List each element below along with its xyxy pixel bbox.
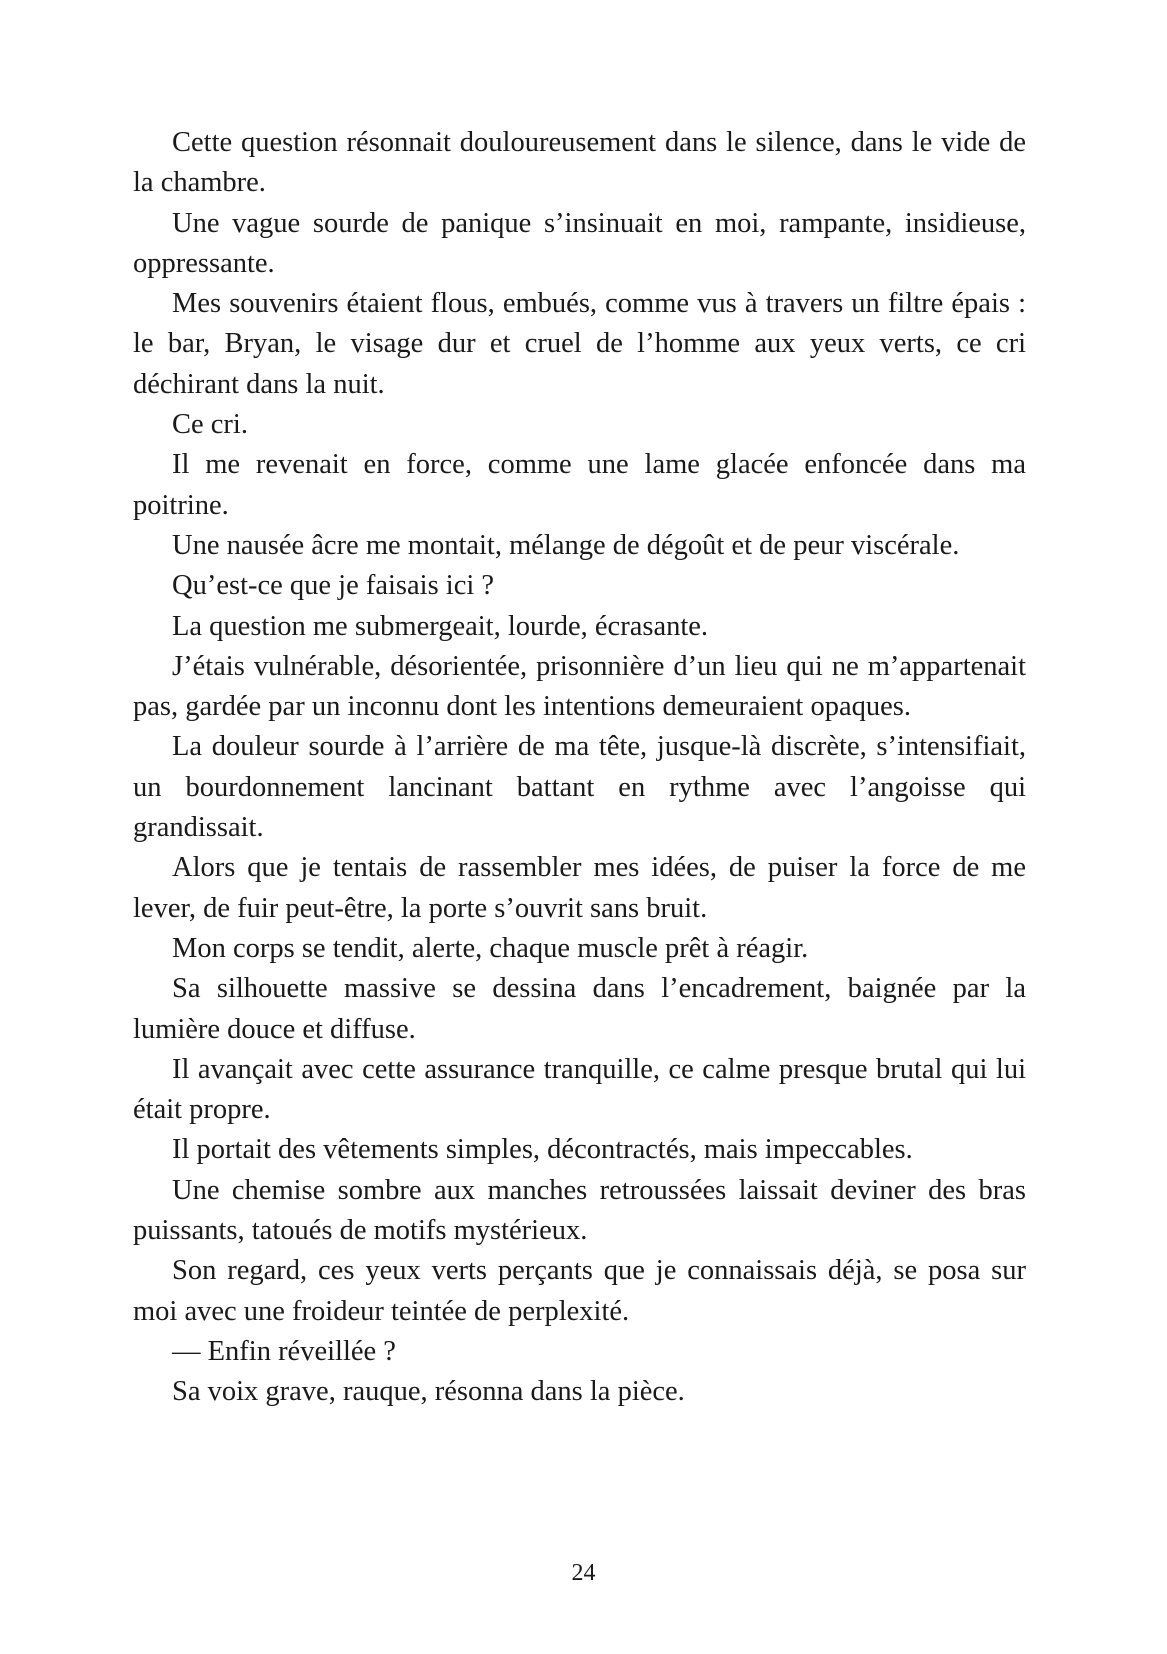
paragraph: Une chemise sombre aux manches retroussées laissait deviner des bras puissants, tatoués de motifs mystérieux. bbox=[133, 1174, 1026, 1247]
paragraph: Mon corps se tendit, alerte, chaque muscle prêt à réagir. bbox=[172, 932, 809, 964]
paragraph: Sa silhouette massive se dessina dans l’encadrement, baignée par la lumière douce et diffuse. bbox=[133, 973, 1026, 1045]
paragraph: Cette question résonnait douloureusement dans le silence, dans le vide de la chambre. bbox=[133, 127, 1026, 199]
page-number: 24 bbox=[571, 1560, 596, 1586]
paragraph: La douleur sourde à l’arrière de ma tête, jusque-là discrète, s’intensifiait, un bourdonnement lancinant battant en rythme avec l’angoisse qui grandissait. bbox=[133, 731, 1026, 844]
paragraph: J’étais vulnérable, désorientée, prisonnière d’un lieu qui ne m’appartenait pas, gardée par un inconnu dont les intentions demeuraient opaques. bbox=[133, 650, 1026, 723]
paragraph: Il me revenait en force, comme une lame glacée enfoncée dans ma poitrine. bbox=[133, 449, 1026, 521]
paragraph: Son regard, ces yeux verts perçants que je connaissais déjà, se posa sur moi avec une froideur teintée de perplexité. bbox=[133, 1255, 1026, 1327]
paragraph: Il avançait avec cette assurance tranquille, ce calme presque brutal qui lui était propre. bbox=[133, 1053, 1026, 1126]
paragraph: Il portait des vêtements simples, décontractés, mais impeccables. bbox=[172, 1134, 913, 1166]
paragraph: Une vague sourde de panique s’insinuait en moi, rampante, insidieuse, oppressante. bbox=[133, 207, 1026, 279]
paragraph: Ce cri. bbox=[172, 409, 248, 441]
paragraph: Une nausée âcre me montait, mélange de dégoût et de peur viscérale. bbox=[172, 529, 960, 561]
paragraph: Qu’est-ce que je faisais ici ? bbox=[172, 570, 495, 602]
body-text bbox=[133, 123, 1026, 1413]
paragraph: Sa voix grave, rauque, résonna dans la pièce. bbox=[172, 1376, 685, 1408]
paragraph: Alors que je tentais de rassembler mes idées, de puiser la force de me lever, de fuir peut-être, la porte s’ouvrit sans bruit. bbox=[133, 852, 1026, 924]
paragraph: — Enfin réveillée ? bbox=[172, 1335, 396, 1367]
paragraph: Mes souvenirs étaient flous, embués, comme vus à travers un filtre épais : le bar, Bryan, le visage dur et cruel de l’homme aux yeux verts, ce cri déchirant dans la nuit. bbox=[133, 288, 1026, 400]
paragraph: La question me submergeait, lourde, écrasante. bbox=[172, 610, 709, 642]
